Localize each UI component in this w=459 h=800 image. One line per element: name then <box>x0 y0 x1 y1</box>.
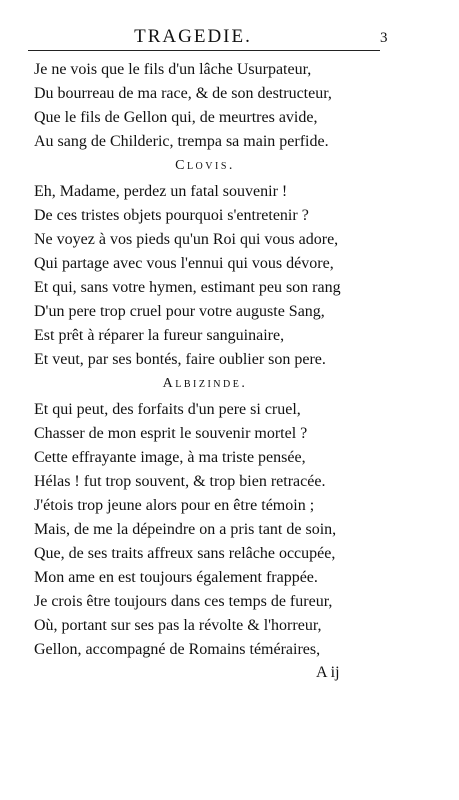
verse-line: J'étois trop jeune alors pour en être témoin ; <box>34 497 315 514</box>
verse-line: Et veut, par ses bontés, faire oublier son pere. <box>34 351 326 368</box>
speaker-name: Albizinde. <box>162 376 248 391</box>
verse-line: Cette effrayante image, à ma triste pensée, <box>34 449 306 466</box>
verse-line: Au sang de Childeric, trempa sa main perfide. <box>34 133 329 150</box>
verse-line: Que, de ses traits affreux sans relâche occupée, <box>34 545 336 562</box>
speaker-name: Clovis. <box>175 158 235 173</box>
verse-line: De ces tristes objets pourquoi s'entretenir ? <box>34 207 309 224</box>
verse-line: Que le fils de Gellon qui, de meurtres avide, <box>34 109 318 126</box>
verse-line: Hélas ! fut trop souvent, & trop bien retracée. <box>34 473 326 490</box>
verse-line: Je ne vois que le fils d'un lâche Usurpateur, <box>34 61 312 78</box>
verse-line: D'un pere trop cruel pour votre auguste Sang, <box>34 303 325 320</box>
verse-line: Chasser de mon esprit le souvenir mortel ? <box>34 425 308 442</box>
verse-line: Et qui peut, des forfaits d'un pere si cruel, <box>34 401 301 418</box>
catchword-signature: A ij <box>316 664 340 681</box>
running-title: TRAGEDIE. <box>134 26 252 47</box>
verse-line: Gellon, accompagné de Romains téméraires, <box>34 641 321 658</box>
header-rule <box>28 50 380 51</box>
verse-line: Est prêt à réparer la fureur sanguinaire, <box>34 327 285 344</box>
verse-line: Mais, de me la dépeindre on a pris tant de soin, <box>34 521 337 538</box>
verse-line: Mon ame en est toujours également frappée. <box>34 569 318 586</box>
verse-line: Eh, Madame, perdez un fatal souvenir ! <box>34 183 288 200</box>
verse-line: Du bourreau de ma race, & de son destructeur, <box>34 85 332 102</box>
page-number: 3 <box>380 30 388 46</box>
page-header <box>28 24 388 52</box>
verse-line: Ne voyez à vos pieds qu'un Roi qui vous adore, <box>34 231 339 248</box>
verse-line: Et qui, sans votre hymen, estimant peu son rang <box>34 279 341 296</box>
verse-line: Je crois être toujours dans ces temps de fureur, <box>34 593 333 610</box>
verse-line: Qui partage avec vous l'ennui qui vous dévore, <box>34 255 334 272</box>
verse-line: Où, portant sur ses pas la révolte & l'horreur, <box>34 617 322 634</box>
